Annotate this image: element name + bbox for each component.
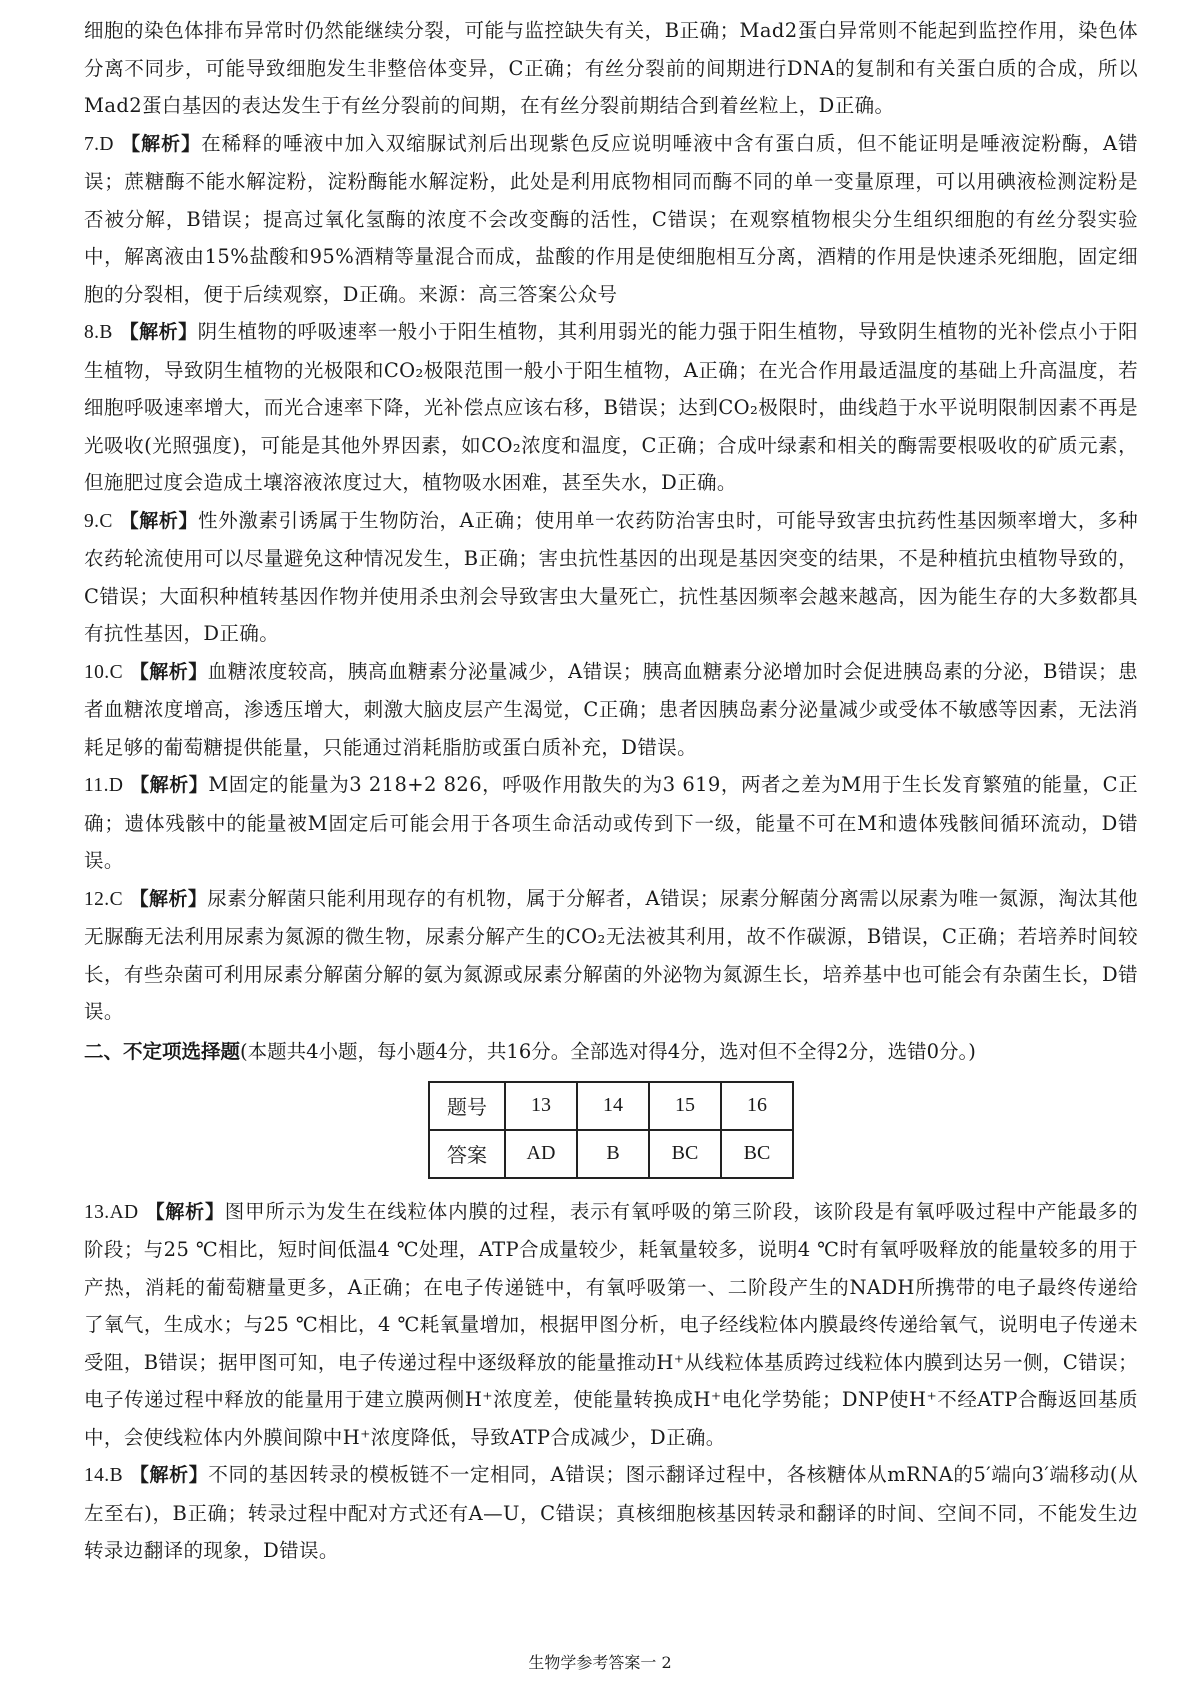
item-text: 阴生植物的呼吸速率一般小于阳生植物，其利用弱光的能力强于阳生植物，导致阴生植物的光补偿点小于阳生植物，导致阴生植物的光极限和CO₂极限范围一般小于阳生植物，A正确；在光合作用最适温度的基础上升高温度，若细胞呼吸速率增大，而光合速率下降，光补偿点应该右移，B错误；达到CO₂极限时，曲线趋于水平说明限制因素不再是光吸收(光照强度)，可能是其他外界因素，如CO₂浓度和温度，C正确；合成叶绿素和相关的酶需要根吸收的矿质元素，但施肥过度会造成土壤溶液浓度过大，植物吸水困难，甚至失水，D正确。 (84, 320, 1138, 494)
section-heading (84, 1033, 1138, 1071)
item-text: 血糖浓度较高，胰高血糖素分泌量减少，A错误；胰高血糖素分泌增加时会促进胰岛素的分泌，B错误；患者血糖浓度增高，渗透压增大，刺激大脑皮层产生渴觉，C正确；患者因胰岛素分泌量减少或受体不敏感等因素，无法消耗足够的葡萄糖提供能量，只能通过消耗脂肪或蛋白质补充，D错误。 (84, 659, 1138, 759)
explanation-item (84, 1193, 1138, 1457)
section-title: 二、不定项选择题 (84, 1039, 241, 1063)
item-number: 10.C (84, 661, 123, 683)
analysis-tag: 【解析】 (121, 132, 202, 155)
item-number: 9.C (84, 510, 113, 532)
item-number: 12.C (84, 888, 123, 910)
explanation-item (84, 1456, 1138, 1570)
answer-cell: BC (649, 1130, 721, 1178)
answer-cell: BC (721, 1130, 793, 1178)
answer-cell: AD (505, 1130, 577, 1178)
page-footer: 生物学参考答案一 2 (528, 1653, 672, 1672)
row-label: 题号 (429, 1082, 505, 1130)
item-text: 性外激素引诱属于生物防治，A正确；使用单一农药防治害虫时，可能导致害虫抗药性基因频率增大，多种农药轮流使用可以尽量避免这种情况发生，B正确；害虫抗性基因的出现是基因突变的结果，不是种植抗虫植物导致的，C错误；大面积种植转基因作物并使用杀虫剂会导致害虫大量死亡，抗性基因频率会越来越高，因为能生存的大多数都具有抗性基因，D正确。 (84, 508, 1138, 645)
explanation-item (84, 766, 1138, 880)
item-number: 13.AD (84, 1201, 139, 1223)
explanation-item (84, 880, 1138, 1031)
explanation-item (84, 653, 1138, 767)
analysis-tag: 【解析】 (129, 887, 208, 910)
item-text: M固定的能量为3 218+2 826，呼吸作用散失的为3 619，两者之差为M用于生长发育繁殖的能量，C正确；遗体残骸中的能量被M固定后可能会用于各项生命活动或传到下一级，能量不可在M和遗体残骸间循环流动，D错误。 (84, 773, 1138, 872)
explanations-part1 (84, 125, 1138, 1031)
row-label: 答案 (429, 1130, 505, 1178)
explanation-item (84, 125, 1138, 314)
table-row (429, 1130, 793, 1178)
item-text: 图甲所示为发生在线粒体内膜的过程，表示有氧呼吸的第三阶段，该阶段是有氧呼吸过程中产能最多的阶段；与25 ℃相比，短时间低温4 ℃处理，ATP合成量较少，耗氧量较多，说明4 ℃时有氧呼吸释放的能量较多的用于产热，消耗的葡萄糖量更多，A正确；在电子传递链中，有氧呼吸第一、二阶段产生的NADH所携带的电子最终传递给了氧气，生成水；与25 ℃相比，4 ℃耗氧量增加，根据甲图分析，电子经线粒体内膜最终传递给氧气，说明电子传递未受阻，B错误；据甲图可知，电子传递过程中逐级释放的能量推动H⁺从线粒体基质跨过线粒体内膜到达另一侧，C错误；电子传递过程中释放的能量用于建立膜两侧H⁺浓度差，使能量转换成H⁺电化学势能；DNP使H⁺不经ATP合酶返回基质中，会使线粒体内外膜间隙中H⁺浓度降低，导致ATP合成减少，D正确。 (84, 1199, 1138, 1449)
question-number-cell: 15 (649, 1082, 721, 1130)
analysis-tag: 【解析】 (130, 774, 209, 796)
item-text: 尿素分解菌只能利用现存的有机物，属于分解者，A错误；尿素分解菌分离需以尿素为唯一氮源，淘汰其他无脲酶无法利用尿素为氮源的微生物，尿素分解产生的CO₂无法被其利用，故不作碳源，B错误，C正确；若培养时间较长，有些杂菌可利用尿素分解菌分解的氨为氮源或尿素分解菌的外泌物为氮源生长，培养基中也可能会有杂菌生长，D错误。 (84, 886, 1138, 1023)
analysis-tag: 【解析】 (119, 509, 199, 532)
item-number: 7.D (84, 133, 114, 155)
table-row (429, 1082, 793, 1130)
item-text: 在稀释的唾液中加入双缩脲试剂后出现紫色反应说明唾液中含有蛋白质，但不能证明是唾液淀粉酶，A错误；蔗糖酶不能水解淀粉，淀粉酶能水解淀粉，此处是利用底物相同而酶不同的单一变量原理，可以用碘液检测淀粉是否被分解，B错误；提高过氧化氢酶的浓度不会改变酶的活性，C错误；在观察植物根尖分生组织细胞的有丝分裂实验中，解离液由15%盐酸和95%酒精等量混合而成，盐酸的作用是使细胞相互分离，酒精的作用是快速杀死细胞，固定细胞的分裂相，便于后续观察，D正确。来源：高三答案公众号 (84, 131, 1138, 306)
analysis-tag: 【解析】 (129, 660, 208, 683)
item-text: 不同的基因转录的模板链不一定相同，A错误；图示翻译过程中，各核糖体从mRNA的5′端向3′端移动(从左至右)，B正确；转录过程中配对方式还有A—U，C错误；真核细胞核基因转录和翻译的时间、空间不同，不能发生边转录边翻译的现象，D错误。 (84, 1463, 1138, 1562)
analysis-tag: 【解析】 (129, 1464, 209, 1486)
explanations-part2 (84, 1193, 1138, 1570)
explanation-item (84, 502, 1138, 653)
explanation-item (84, 313, 1138, 502)
question-number-cell: 14 (577, 1082, 649, 1130)
answer-cell: B (577, 1130, 649, 1178)
analysis-tag: 【解析】 (119, 321, 198, 343)
item-number: 11.D (84, 775, 124, 796)
section-description: (本题共4小题，每小题4分，共16分。全部选对得4分，选对但不全得2分，选错0分。) (240, 1039, 976, 1063)
question-number-cell: 13 (505, 1082, 577, 1130)
item-number: 14.B (84, 1465, 123, 1486)
question-number-cell: 16 (721, 1082, 793, 1130)
item-number: 8.B (84, 322, 113, 343)
intro-continuation: 细胞的染色体排布异常时仍然能继续分裂，可能与监控缺失有关，B正确；Mad2蛋白异常则不能起到监控作用，染色体分离不同步，可能导致细胞发生非整倍体变异，C正确；有丝分裂前的间期进行DNA的复制和有关蛋白质的合成，所以Mad2蛋白基因的表达发生于有丝分裂前的间期，在有丝分裂前期结合到着丝粒上，D正确。 (84, 19, 1138, 117)
analysis-tag: 【解析】 (145, 1200, 225, 1223)
answer-table (428, 1081, 794, 1179)
